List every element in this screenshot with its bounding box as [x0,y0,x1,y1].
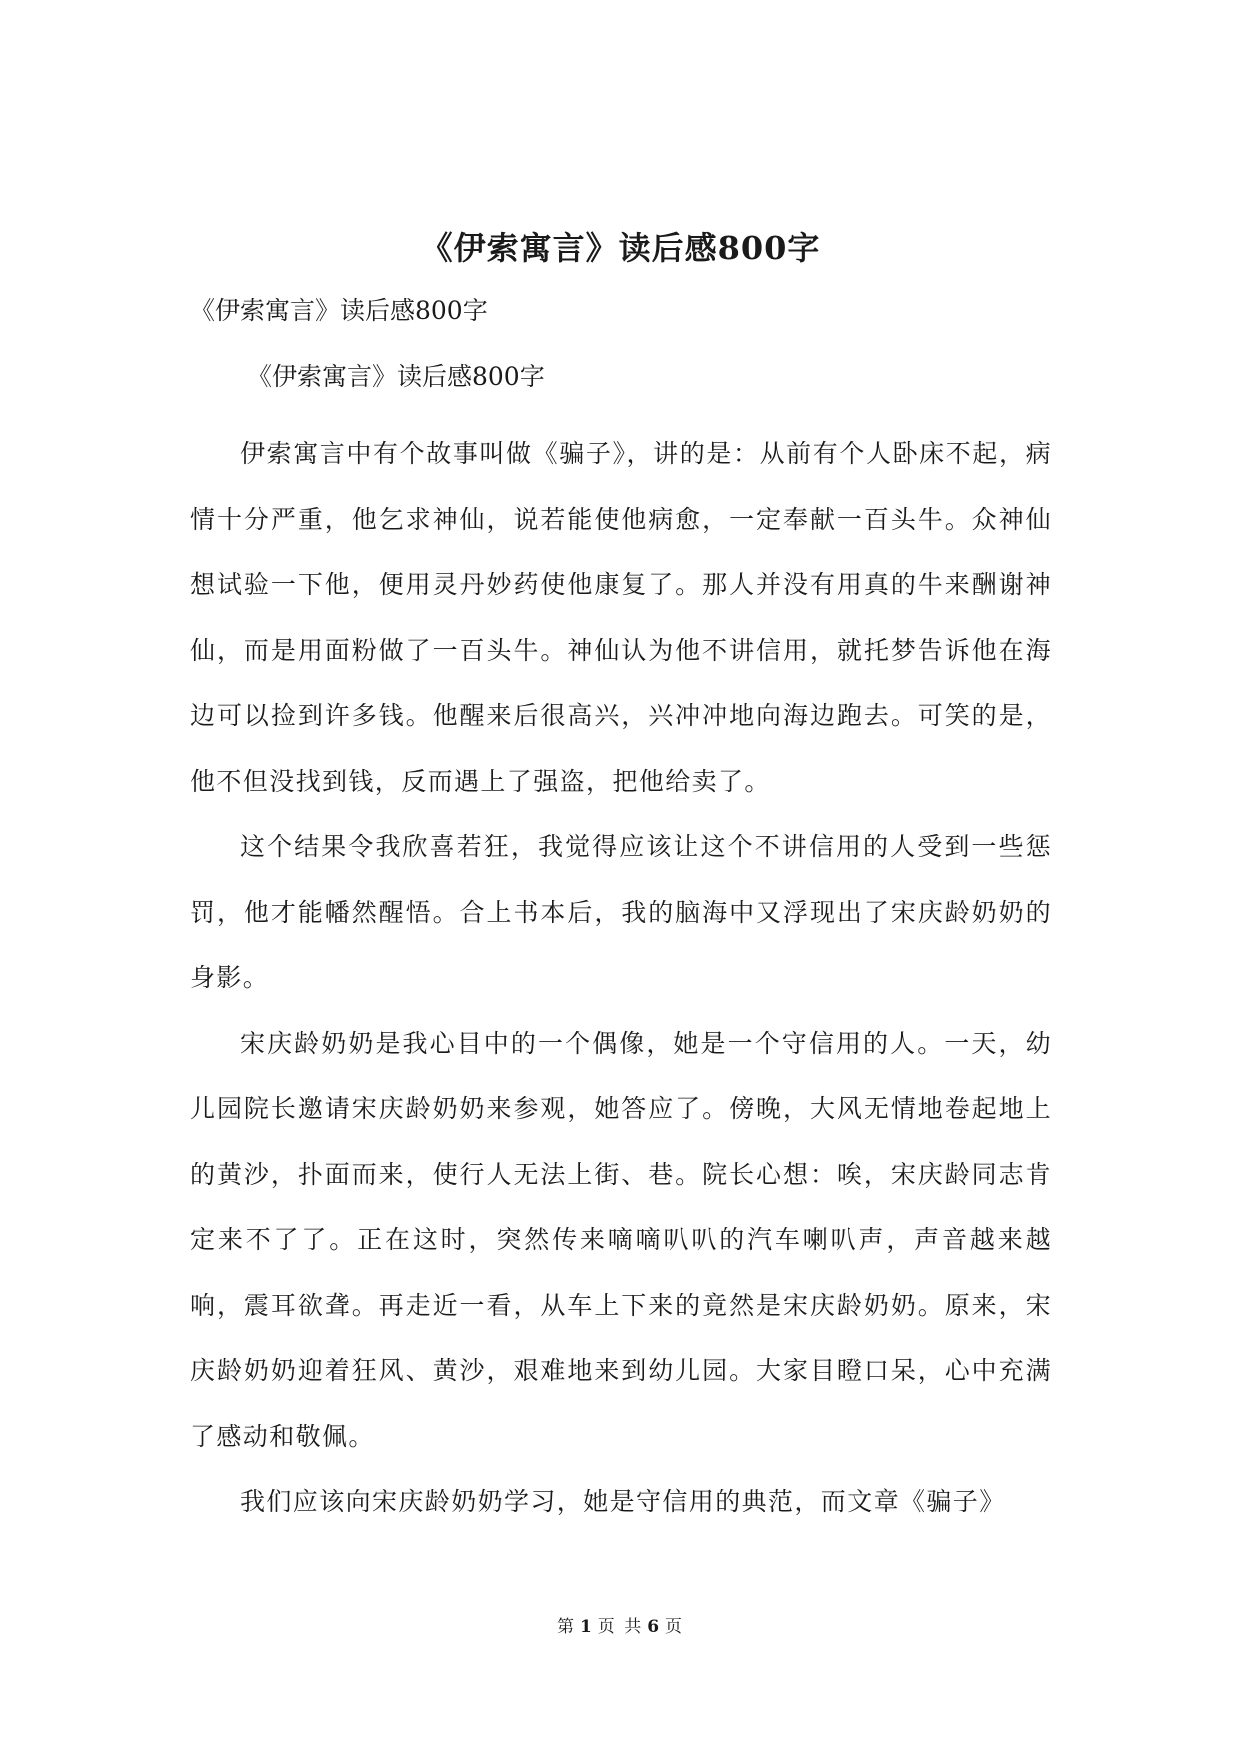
paragraph: 宋庆龄奶奶是我心目中的一个偶像，她是一个守信用的人。一天，幼儿园院长邀请宋庆龄奶奶来参观，她答应了。傍晚，大风无情地卷起地上的黄沙，扑面而来，使行人无法上街、巷。院长心想：唉，宋庆龄同志肯定来不了了。正在这时，突然传来嘀嘀叭叭的汽车喇叭声，声音越来越响，震耳欲聋。再走近一看，从车上下来的竟然是宋庆龄奶奶。原来，宋庆龄奶奶迎着狂风、黄沙，艰难地来到幼儿园。大家目瞪口呆，心中充满了感动和敬佩。 [190,1028,1052,1451]
page-footer [0,1615,1241,1639]
paragraph: 这个结果令我欣喜若狂，我觉得应该让这个不讲信用的人受到一些惩罚，他才能幡然醒悟。合上书本后，我的脑海中又浮现出了宋庆龄奶奶的身影。 [190,832,1052,992]
paragraph: 伊索寓言中有个故事叫做《骗子》，讲的是：从前有个人卧床不起，病情十分严重，他乞求神仙，说若能使他病愈，一定奉献一百头牛。众神仙想试验一下他，便用灵丹妙药使他康复了。那人并没有用真的牛来酬谢神仙，而是用面粉做了一百头牛。神仙认为他不讲信用，就托梦告诉他在海边可以捡到许多钱。他醒来后很高兴，兴冲冲地向海边跑去。可笑的是，他不但没找到钱，反而遇上了强盗，把他给卖了。 [190,439,1052,796]
subheading-1: 《伊索寓言》读后感800字 [190,296,488,325]
subheading-2: 《伊索寓言》读后感800字 [247,362,545,391]
paragraph: 我们应该向宋庆龄奶奶学习，她是守信用的典范，而文章《骗子》 [240,1487,1006,1516]
footer-prefix: 第 [556,1617,576,1637]
current-page-number: 1 [579,1617,594,1637]
footer-middle: 页 共 [597,1617,644,1637]
total-page-number: 6 [647,1617,662,1637]
document-body [190,421,1052,1535]
document-title: 《伊索寓言》读后感800字 [420,229,821,267]
footer-suffix: 页 [665,1617,685,1637]
